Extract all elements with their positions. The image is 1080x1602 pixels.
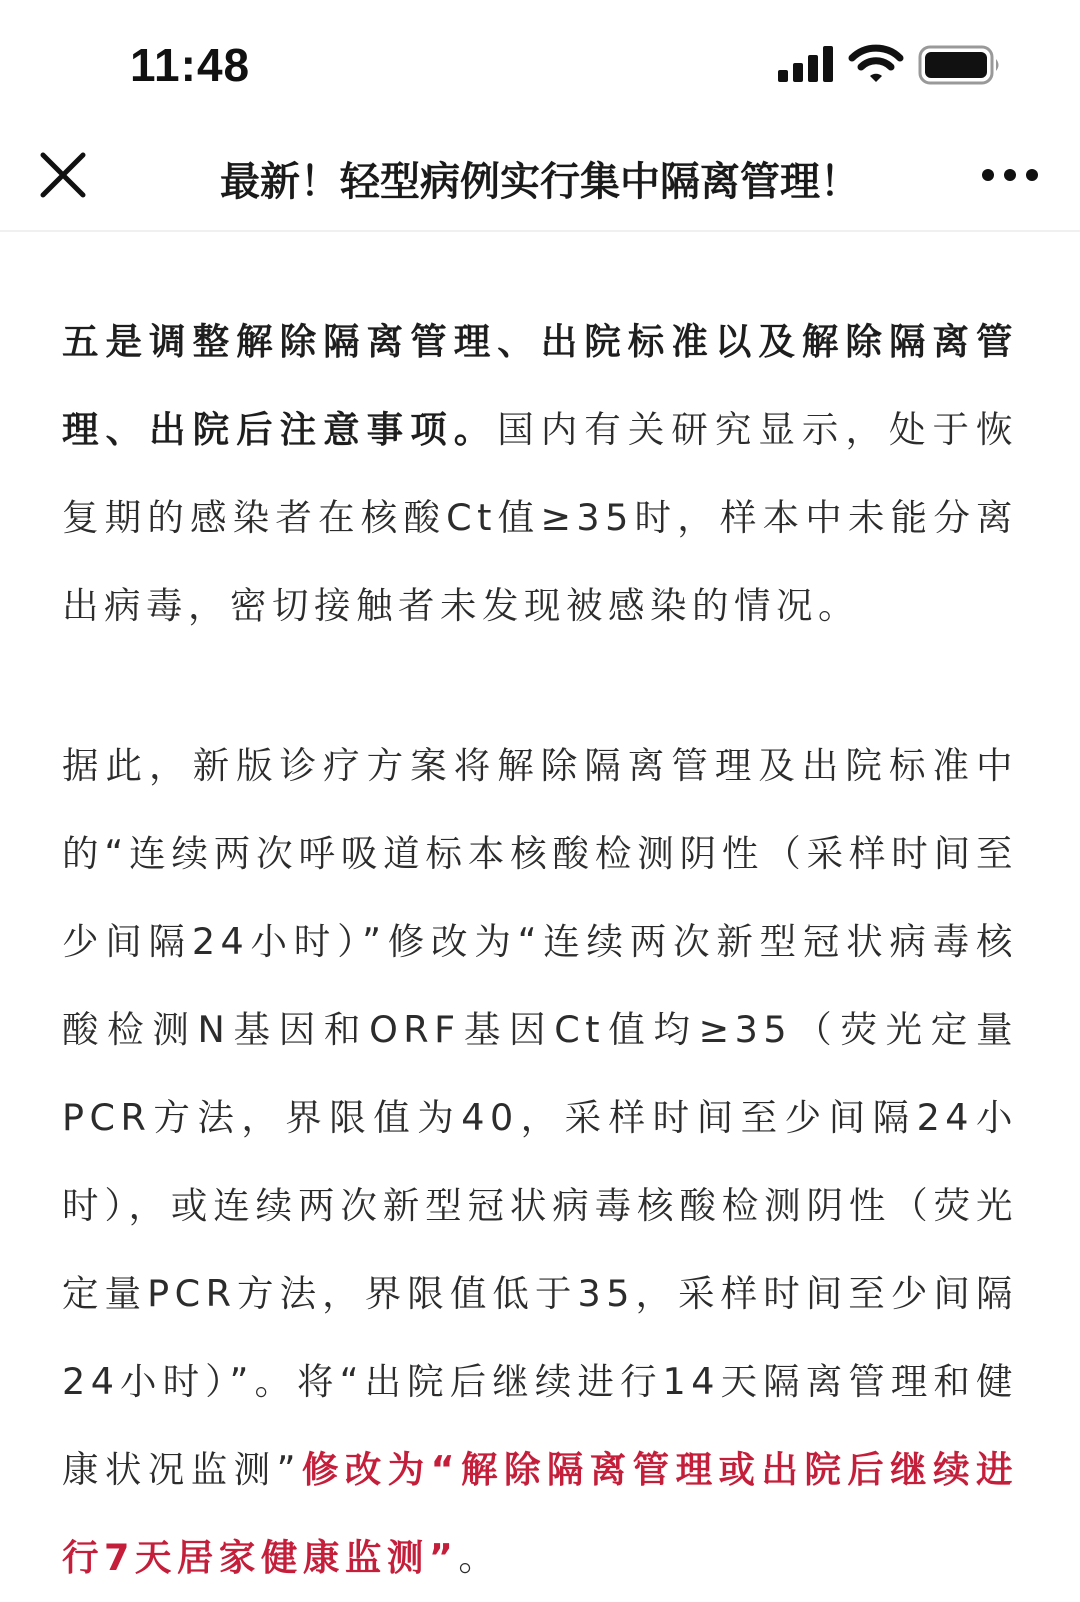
paragraph-bold-lead: 五是调整解除隔离管理、出院标准以及解除隔离管理、出院后注意事项。	[62, 320, 1018, 451]
status-bar	[0, 0, 1080, 120]
nav-bar	[0, 120, 1080, 232]
paragraph-end: 。	[458, 1536, 501, 1579]
status-time: 11:48	[130, 39, 251, 91]
paragraph-highlight: 修改为“解除隔离管理或出院后继续进行7天居家健康监测”	[62, 1448, 1018, 1579]
article-body	[62, 298, 1018, 1602]
battery-icon	[918, 44, 1002, 86]
close-button[interactable]	[30, 142, 96, 208]
article-paragraph-1	[62, 298, 1018, 650]
paragraph-text: 国内有关研究显示，处于恢复期的感染者在核酸Ct值≥35时，样本中未能分离出病毒，密切接触者未发现被感染的情况。	[62, 408, 1019, 627]
more-dots-icon	[980, 167, 1040, 183]
wifi-icon	[848, 44, 904, 84]
more-button[interactable]	[972, 150, 1048, 200]
article-paragraph-2	[62, 722, 1018, 1602]
page-title: 最新！轻型病例实行集中隔离管理！	[220, 159, 860, 205]
close-icon	[39, 151, 87, 199]
paragraph-text: 据此，新版诊疗方案将解除隔离管理及出院标准中的“连续两次呼吸道标本核酸检测阴性（采样时间至少间隔24小时）”修改为“连续两次新型冠状病毒核酸检测N基因和ORF基因Ct值均≥35（荧光定量PCR方法，界限值为40，采样时间至少间隔24小时），或连续两次新型冠状病毒核酸检测阴性（荧光定量PCR方法，界限值低于35，采样时间至少间隔24小时）”。将“出院后继续进行14天隔离管理和健康状况监测”	[62, 744, 1018, 1491]
cellular-signal-icon	[778, 46, 834, 82]
